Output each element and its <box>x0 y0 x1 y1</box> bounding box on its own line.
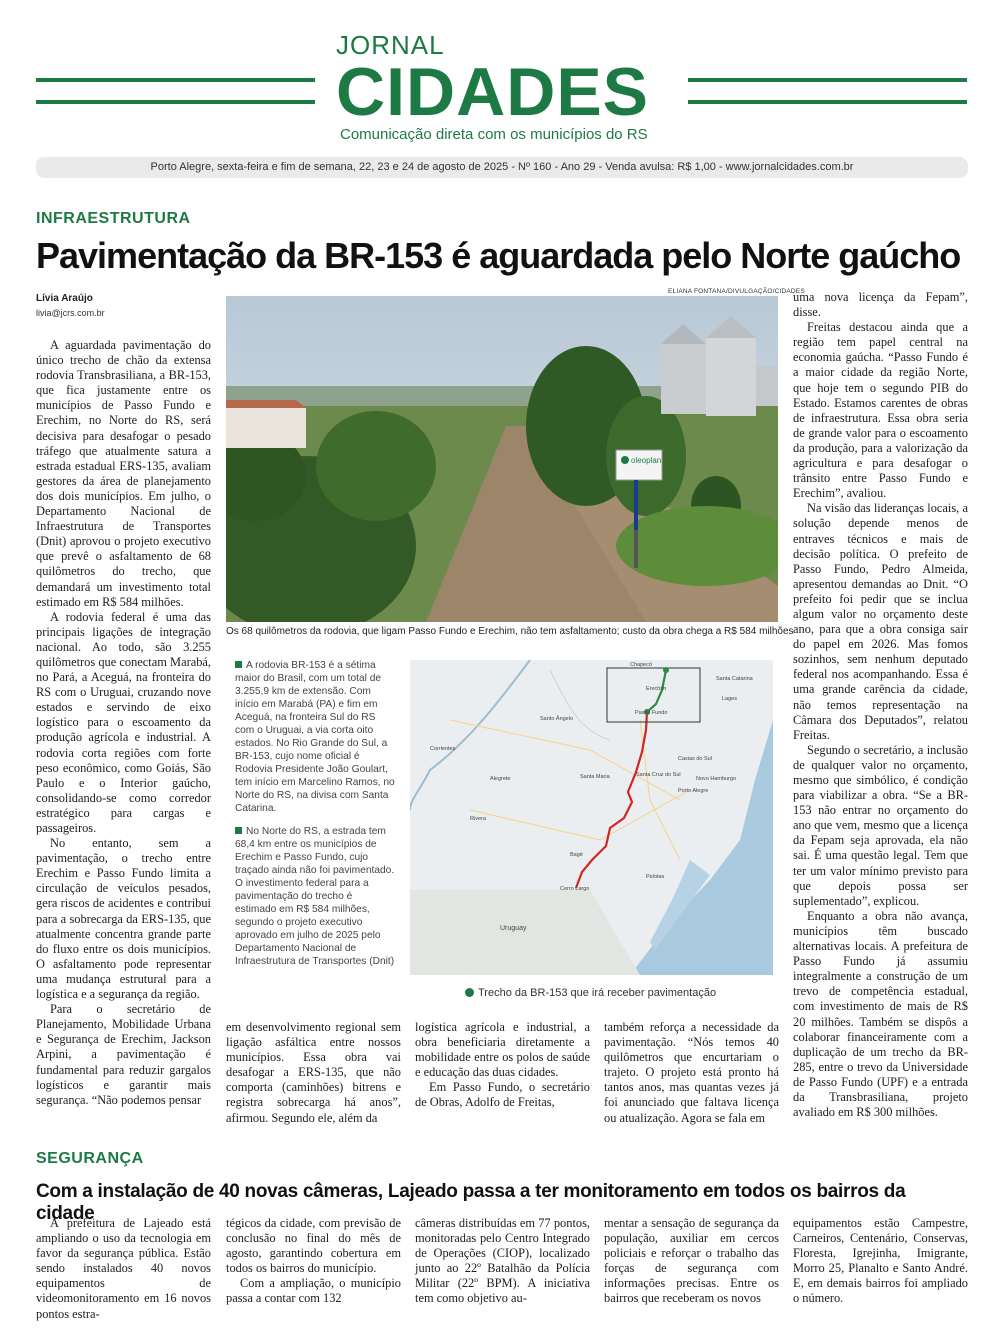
map-label-chapeco: Chapecó <box>630 662 653 668</box>
paragraph: A aguardada pavimentação do único trecho de chão da extensa rodovia Transbrasiliana, a BR-153, que fica justamente entre os municípios de Passo Fundo e Erechim, no Norte do RS, será decisiva para desafogar o pesado tráfego que atualmente satura a estrada estadual ERS-135, avaliam gestores da área de planejamento dos dois municípios. Em julho, o Departamento Nacional de Infraestrutura de Transportes (Dnit) aprovou o projeto executivo que prevê o asfaltamento de 68 quilômetros do trecho, que demandará um investimento total estimado em R$ 584 milhões. <box>36 338 211 609</box>
article-column-2 <box>226 1020 401 1126</box>
map-label-pelotas: Pelotas <box>646 874 665 880</box>
article-photo <box>226 296 778 622</box>
photo-caption: Os 68 quilômetros da rodovia, que ligam Passo Fundo e Erechim, não tem asfaltamento; custo da obra chega a R$ 584 milhões <box>226 626 794 637</box>
map-label-corrientes: Corrientes <box>430 746 456 752</box>
photo-sign-text: oleoplan <box>631 456 662 465</box>
map-label-caxias: Caxias do Sul <box>678 756 712 762</box>
section-label-infraestrutura: INFRAESTRUTURA <box>36 210 191 227</box>
paragraph: câmeras distribuídas em 77 pontos, monitoradas pelo Centro Integrado de Operações (CIOP), localizado junto ao 22º Batalhão da Polícia Militar (22º BPM). A iniciativa tem como objetivo au- <box>415 1216 590 1306</box>
paragraph: A prefeitura de Lajeado está ampliando o uso da tecnologia em favor da segurança pública. Estão sendo instalados 40 novos equipamentos de videomonitoramento em 16 novos pontos estra- <box>36 1216 211 1321</box>
bullet-square-icon <box>235 827 242 834</box>
masthead-logo: CIDADES <box>336 54 650 130</box>
masthead-rule-left-bottom <box>36 100 315 104</box>
paragraph: Na visão das lideranças locais, a solução depende menos de entraves técnicos e mais de decisão política. O prefeito de Passo Fundo, Pedro Almeida, apresentou demandas ao Dnit. “O prefeito foi pedir que se inclua algum valor no orçamento deste ano, para que a obra consiga sair do papel em 2026. Mas fomos sozinhos, sem nenhum deputado federal nos acompanhando. Essa é uma grande carência da cidade, não temos representação na Câmara dos Deputados”, relatou Freitas. <box>793 501 968 742</box>
paragraph: Enquanto a obra não avança, municípios têm buscado alternativas locais. A prefeitura de Passo Fundo já assumiu integralmente a construção de um trevo de competência estadual, com investimento de mais de R$ 20 milhões. Também se dispôs a colaborar financeiramente com a duplicação de um trecho da BR-285, entre o trevo da Universidade de Passo Fundo (UPF) e a entrada da Transbrasiliana, projeto avaliado em R$ 300 milhões. <box>793 908 968 1120</box>
section-label-seguranca: SEGURANÇA <box>36 1150 144 1167</box>
map-label-lages: Lages <box>722 696 737 702</box>
map-label-porto-alegre: Porto Alegre <box>678 788 709 794</box>
paragraph: uma nova licença da Fepam”, disse. <box>793 290 968 320</box>
map-label-erechim: Erechim <box>646 686 667 692</box>
article-column-1 <box>36 338 211 1108</box>
photo-credit: ELIANA FONTANA/DIVULGAÇÃO/CIDADES <box>668 288 805 295</box>
masthead-jornal: JORNAL <box>336 30 445 60</box>
paragraph: Com a ampliação, o município passa a contar com 132 <box>226 1276 401 1306</box>
fact-box <box>235 659 395 978</box>
paragraph: Para o secretário de Planejamento, Mobilidade Urbana e Segurança de Erechim, Jackson Arpini, a pavimentação é fundamental para reduzir gargalos logísticos e garantir mais segurança. “Não podemos pensar <box>36 1002 211 1107</box>
paragraph: tégicos da cidade, com previsão de conclusão no final do mês de agosto, garantindo cobertura em todos os bairros do município. <box>226 1216 401 1276</box>
map-label-rivera: Rivera <box>470 816 486 822</box>
caption-dot-icon <box>465 988 474 997</box>
masthead-rule-right-top <box>688 78 967 82</box>
byline-email[interactable]: livia@jcrs.com.br <box>36 308 105 318</box>
article2-column-5 <box>793 1216 968 1307</box>
bullet-square-icon <box>235 661 242 668</box>
map-label-bage: Bagé <box>570 852 583 858</box>
fact-item-2: No Norte do RS, a estrada tem 68,4 km entre os municípios de Erechim e Passo Fundo, cujo traçado ainda não foi pavimentado. O investimento federal para a pavimentação do trecho é estimado em R$ 584 milhões, segundo o projeto executivo aprovado em julho de 2025 pelo Departamento Nacional de Infraestrutura de Transportes (Dnit) <box>235 826 395 967</box>
fact-item-1: A rodovia BR-153 é a sétima maior do Brasil, com um total de 3.255,9 km de extensão. Com início em Marabá (PA) e fim em Aceguá, na fronteira Sul do RS com o Uruguai, a via corta oito estados. No Rio Grande do Sul, a BR-153, cujo nome oficial é Rodovia Presidente João Goulart, tem início em Marcelino Ramos, no Norte do RS, na divisa com Santa Catarina. <box>235 660 395 814</box>
map-label-santa-maria: Santa Maria <box>580 774 610 780</box>
map-label-passo-fundo: Passo Fundo <box>635 710 668 716</box>
paragraph: logística agrícola e industrial, a obra beneficiaria diretamente a mobilidade entre os polos de saúde e educação das duas cidades. <box>415 1020 590 1080</box>
article-column-3 <box>415 1020 590 1111</box>
map-label-santo-angelo: Santo Ângelo <box>540 716 574 722</box>
map-illustration <box>410 660 773 975</box>
byline-author: Lívia Araújo <box>36 293 93 304</box>
paragraph: Em Passo Fundo, o secretário de Obras, Adolfo de Freitas, <box>415 1080 590 1110</box>
map-label-alegrete: Alegrete <box>490 776 511 782</box>
paragraph: em desenvolvimento regional sem ligação asfáltica entre nossos municípios. Essa obra vai desafogar a ERS-135, que não comporta (caminhões) bitrens e registra sobrecarga há anos”, afirmou. Segundo ele, além da <box>226 1020 401 1125</box>
map-label-santa-cruz: Santa Cruz do Sul <box>636 772 681 778</box>
paragraph: A rodovia federal é uma das principais ligações de integração nacional. Ao todo, são 3.255 quilômetros que conectam Marabá, no Pará, a Aceguá, na fronteira do RS com o Uruguai, cruzando nove estados e servindo de eixo logístico para o escoamento da produção agrícola e industrial. A rodovia corta regiões com forte peso econômico, como Goiás, São Paulo e o Interior gaúcho, consolidando-se como corredor estratégico para cargas e passageiros. <box>36 609 211 835</box>
map-label-santa-catarina: Santa Catarina <box>716 676 753 682</box>
paragraph: mentar a sensação de segurança da população, auxiliar em cercos policiais e reforçar o trabalho das forças de segurança com informações precisas. Entre os bairros que receberam os novos <box>604 1216 779 1306</box>
map-label-uruguay: Uruguay <box>500 925 527 932</box>
map-label-novo-hamburgo: Novo Hamburgo <box>696 776 737 782</box>
article2-column-1 <box>36 1216 211 1322</box>
photo-road-silos-illustration <box>226 296 778 622</box>
article2-column-4 <box>604 1216 779 1307</box>
map-label-cerro-largo: Cerro Largo <box>560 886 590 892</box>
masthead-rule-right-bottom <box>688 100 967 104</box>
article2-headline: Com a instalação de 40 novas câmeras, Lajeado passa a ter monitoramento em todos os bairros da cidade <box>36 1181 906 1224</box>
article-column-4 <box>604 1020 779 1126</box>
map-caption: Trecho da BR-153 que irá receber pavimentação <box>465 987 716 999</box>
dateline: Porto Alegre, sexta-feira e fim de semana, 22, 23 e 24 de agosto de 2025 - Nº 160 - Ano 29 - Venda avulsa: R$ 1,00 - www.jornalcidades.com.br <box>36 157 968 178</box>
masthead-rule-left-top <box>36 78 315 82</box>
route-map <box>410 660 773 975</box>
article-column-5 <box>793 290 968 1120</box>
article2-column-3 <box>415 1216 590 1307</box>
article2-column-2 <box>226 1216 401 1307</box>
paragraph: equipamentos estão Campestre, Carneiros, Centenário, Conservas, Floresta, Igrejinha, Imigrante, Morro 25, Planalto e Santo André. E, em demais bairros foi ampliado o número. <box>793 1216 968 1306</box>
paragraph: também reforça a necessidade da pavimentação. “Nós temos 40 quilômetros que encurtariam o trajeto. O projeto está pronto há tantos anos, mas quantas vezes já foi anunciado que faltava licença ou atualização. Agora se fala em <box>604 1020 779 1125</box>
masthead-tagline: Comunicação direta com os municípios do RS <box>340 126 648 143</box>
article-headline: Pavimentação da BR-153 é aguardada pelo Norte gaúcho <box>36 235 961 276</box>
paragraph: Freitas destacou ainda que a região tem papel central na economia gaúcha. “Passo Fundo é a maior cidade da região Norte, que hoje tem o segundo PIB do Estado. Estamos carentes de obras de infraestrutura. Essa obra seria de grande valor para o escoamento da produção, para a valorização da agricultura e para desafogar o trânsito entre Passo Fundo e Erechim”, avaliou. <box>793 320 968 501</box>
paragraph: No entanto, sem a pavimentação, o trecho entre Erechim e Passo Fundo limita a circulação de veículos pesados, gera riscos de acidentes e contribui para a sobrecarga da ERS-135, que atualmente concentra grande parte do fluxo entre os dois municípios. O asfaltamento pode representar uma mudança estrutural para a logística e a segurança da região. <box>36 836 211 1002</box>
paragraph: Segundo o secretário, a inclusão de qualquer valor no orçamento, mesmo que simbólico, é condição para viabilizar a obra. “Se a BR-153 não entrar no orçamento do ano que vem, mesmo que a licença da Fepam seja aprovada, ela não sai. É uma questão legal. Tem que ter um valor mínimo previsto para que depois possa ser suplementado”, explicou. <box>793 742 968 908</box>
